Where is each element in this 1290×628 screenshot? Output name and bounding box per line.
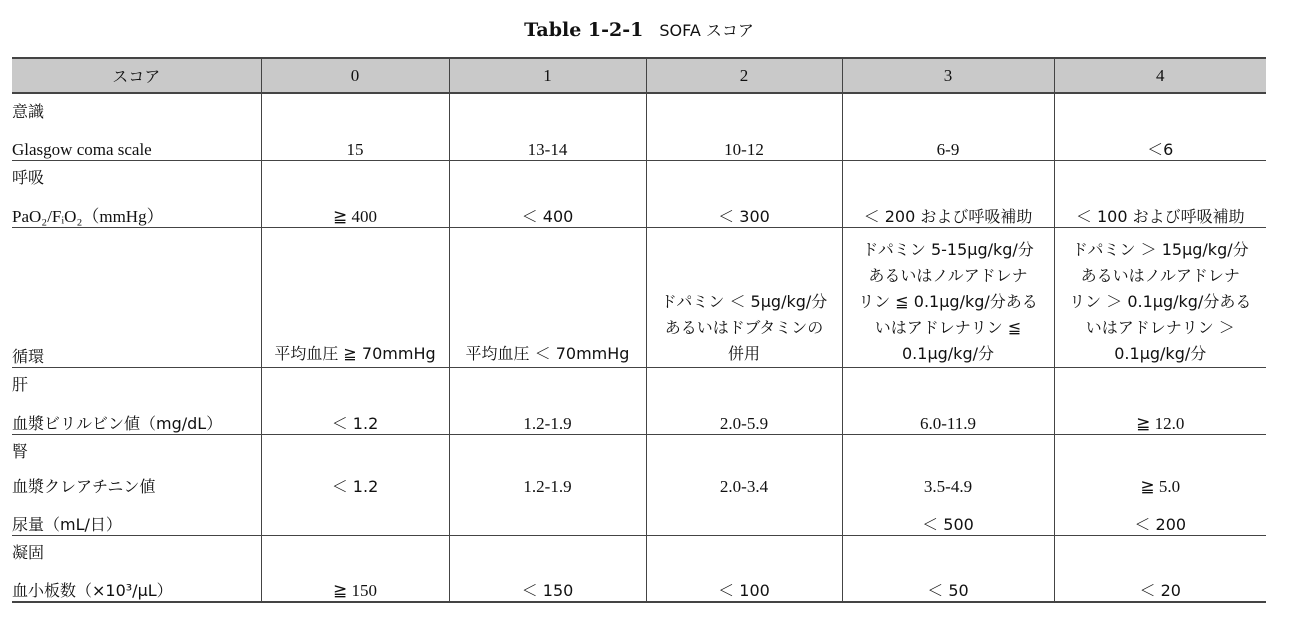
- cell-score-3: 6.0-11.9: [842, 400, 1054, 434]
- cell-score-0: ＜ 1.2: [261, 400, 449, 434]
- table-caption: [0, 18, 1278, 41]
- cell-score-3: ＜ 50: [842, 568, 1054, 602]
- cell-score-4: ドパミン ＞ 15μg/kg/分 あるいはノルアドレナ リン ＞ 0.1μg/kg/分ある いはアドレナリン ＞ 0.1μg/kg/分: [1054, 227, 1266, 367]
- cell-score-3: ドパミン 5-15μg/kg/分 あるいはノルアドレナ リン ≦ 0.1μg/kg/分ある いはアドレナリン ≦ 0.1μg/kg/分: [842, 227, 1054, 367]
- row-label: 血漿クレアチニン値: [12, 477, 156, 496]
- table-row: [12, 227, 1266, 367]
- group-liver: [12, 367, 1266, 434]
- group-kidney: [12, 434, 1266, 535]
- row-label: Glasgow coma scale: [12, 126, 261, 160]
- table-row: [12, 193, 1266, 227]
- row-label: PaO₂/FᵢO₂（mmHg）: [12, 193, 261, 227]
- row-label: 尿量（mL/日）: [12, 501, 261, 535]
- cell-score-1: [449, 501, 646, 535]
- cell-score-2: [646, 501, 842, 535]
- table-row: [12, 467, 1266, 501]
- group-name: 凝固: [12, 543, 45, 563]
- cell-score-4: ＜ 200: [1054, 501, 1266, 535]
- group-name: 肝: [12, 375, 29, 395]
- cell-score-0: [261, 501, 449, 535]
- cell-score-4: ＜ 100 および呼吸補助: [1054, 193, 1266, 227]
- table-row: [12, 126, 1266, 160]
- table-header: [12, 58, 1266, 93]
- table-row: [12, 501, 1266, 535]
- header-score-0: 0: [261, 58, 449, 93]
- cell-score-3: 3.5-4.9: [842, 467, 1054, 501]
- group-name: 腎: [12, 442, 29, 462]
- cell-score-0: 15: [261, 126, 449, 160]
- cell-score-3: ＜ 200 および呼吸補助: [842, 193, 1054, 227]
- cell-score-0: ≧ 150: [261, 568, 449, 602]
- header-score-1: 1: [449, 58, 646, 93]
- cell-score-3: 6-9: [842, 126, 1054, 160]
- group-name: 意識: [12, 101, 45, 121]
- cell-score-3: ＜ 500: [842, 501, 1054, 535]
- group-name: 循環: [12, 227, 261, 367]
- cell-score-4: ≧ 5.0: [1054, 467, 1266, 501]
- cell-score-4: ＜ 20: [1054, 568, 1266, 602]
- header-score-2: 2: [646, 58, 842, 93]
- group-name: 呼吸: [12, 168, 45, 188]
- table-row: [12, 400, 1266, 434]
- cell-score-2: ＜ 100: [646, 568, 842, 602]
- header-score-label: スコア: [12, 58, 261, 93]
- header-score-4: 4: [1054, 58, 1266, 93]
- cell-score-1: 1.2-1.9: [449, 467, 646, 501]
- table-row: [12, 568, 1266, 602]
- group-respiration: [12, 160, 1266, 227]
- cell-score-4: ≧ 12.0: [1054, 400, 1266, 434]
- cell-score-2: ドパミン ＜ 5μg/kg/分 あるいはドブタミンの 併用: [646, 227, 842, 367]
- cell-score-0: 平均血圧 ≧ 70mmHg: [261, 227, 449, 367]
- cell-score-4: ＜6: [1054, 126, 1266, 160]
- group-coagulation: [12, 535, 1266, 602]
- table-number: Table 1-2-1: [524, 19, 644, 41]
- cell-score-1: 平均血圧 ＜ 70mmHg: [449, 227, 646, 367]
- row-label: 血小板数（×10³/μL）: [12, 568, 261, 602]
- cell-score-1: ＜ 400: [449, 193, 646, 227]
- cell-score-1: ＜ 150: [449, 568, 646, 602]
- cell-score-2: 2.0-5.9: [646, 400, 842, 434]
- row-label: 血漿ビリルビン値（mg/dL）: [12, 400, 261, 434]
- sofa-score-table: [12, 57, 1266, 603]
- group-consciousness: [12, 93, 1266, 160]
- table-title: SOFA スコア: [659, 21, 754, 40]
- cell-score-1: 13-14: [449, 126, 646, 160]
- cell-score-2: 10-12: [646, 126, 842, 160]
- header-score-3: 3: [842, 58, 1054, 93]
- cell-score-2: 2.0-3.4: [646, 467, 842, 501]
- cell-score-1: 1.2-1.9: [449, 400, 646, 434]
- cell-score-0: ＜ 1.2: [261, 467, 449, 501]
- cell-score-0: ≧ 400: [261, 193, 449, 227]
- cell-score-2: ＜ 300: [646, 193, 842, 227]
- group-circulation: [12, 227, 1266, 367]
